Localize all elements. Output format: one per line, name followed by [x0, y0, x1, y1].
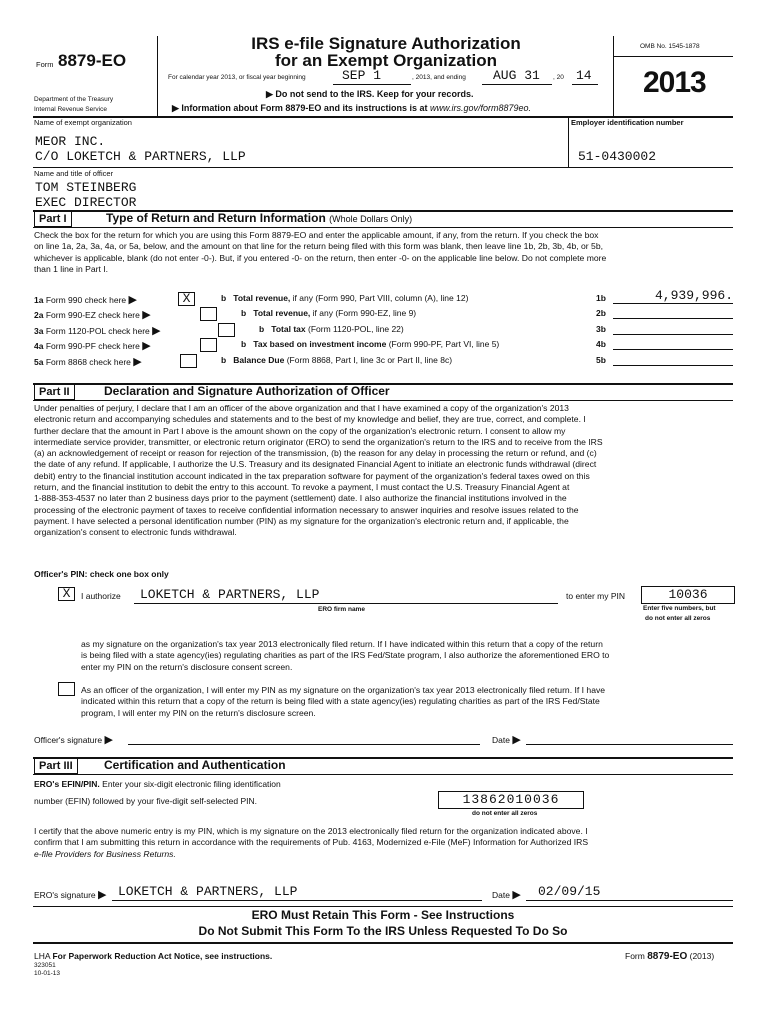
footer-code1: 323051 — [34, 962, 56, 969]
line-desc: if any (Form 990-EZ, line 9) — [312, 308, 417, 318]
officer-label: Name and title of officer — [34, 169, 114, 178]
line-b-letter: b — [241, 308, 247, 318]
org-name-line2: C/O LOKETCH & PARTNERS, LLP — [35, 149, 246, 164]
efin-pin-input[interactable]: 13862010036 — [438, 791, 584, 809]
declaration-line: debit) entry to the financial institution account indicated in the tax preparation software for payment of the organization's federal taxes owed on this — [34, 470, 590, 481]
part2-declaration — [34, 403, 734, 539]
ein-value: 51-0430002 — [578, 149, 657, 164]
declaration-line: processing of the electronic payment of taxes to receive confidential information necessary to answer inquiries and resolve issues related to the — [34, 504, 579, 515]
declaration-line: 1-888-353-4537 no later than 2 business days prior to the payment (settlement) date. I also authorize the financial institutions involved in the — [34, 493, 567, 504]
line-b-letter: b — [221, 355, 227, 365]
opt1-text — [81, 639, 731, 673]
title-line1: IRS e-file Signature Authorization — [251, 34, 521, 53]
option2-line: indicated within this return that a copy of the return is being filed with a state agency(ies) regulating charities as part of the IRS Fed/State — [81, 696, 600, 707]
option1-line: is being filed with a state agency(ies) regulating charities as part of the IRS Fed/State program, I also authorize the aforementioned ERO to — [81, 650, 610, 661]
year-suffix-label: , 20 — [553, 74, 564, 81]
line-b-letter: b — [259, 324, 265, 334]
org-name-label: Name of exempt organization — [34, 118, 132, 127]
info-url: www.irs.gov/form8879eo. — [429, 103, 532, 113]
line-left-label: Form 990-PF check here — [45, 341, 140, 351]
line-ref: 4b — [596, 339, 606, 349]
declaration-line: the date of any refund. If applicable, I authorize the U.S. Treasury and its designated Financial Agent to initiate an electronic funds withdrawal (direct — [34, 459, 597, 470]
ero-signature-value[interactable]: LOKETCH & PARTNERS, LLP — [118, 884, 298, 899]
line-number: 5a — [34, 357, 44, 367]
end-date: AUG 31 — [493, 68, 540, 83]
line-left-label: Form 1120-POL check here — [45, 326, 150, 336]
line-amount[interactable]: 4,939,996. — [654, 288, 733, 303]
part1-label: Part I — [34, 211, 72, 227]
return-type-checkbox[interactable]: X — [178, 292, 195, 306]
do-not-submit-notice: Do Not Submit This Form To the IRS Unless Requested To Do So — [198, 924, 568, 938]
part2-label: Part II — [34, 384, 75, 400]
officer-pin-input[interactable]: 10036 — [641, 586, 735, 604]
title-line2: for an Exempt Organization — [275, 51, 497, 70]
line-ref: 3b — [596, 324, 606, 334]
part3-label: Part III — [34, 758, 78, 774]
dept-line1: Department of the Treasury — [34, 96, 114, 103]
declaration-line: return, and the financial institution to debit the entry to this account. To revoke a payment, I must contact the U.S. Treasury Financial Agent at — [34, 482, 570, 493]
efin-note: do not enter all zeros — [472, 810, 538, 817]
line-desc-bold: Total tax — [271, 324, 306, 334]
officer-name: TOM STEINBERG — [35, 180, 137, 195]
return-type-checkbox[interactable] — [200, 338, 217, 352]
line-desc-bold: Total revenue, — [253, 308, 311, 318]
line-desc: (Form 990-PF, Part VI, line 5) — [388, 339, 500, 349]
begin-date: SEP 1 — [342, 68, 382, 83]
ero-firm-name-label: ERO firm name — [318, 606, 365, 613]
i-authorize-label: I authorize — [81, 591, 121, 601]
line-desc: if any (Form 990, Part VIII, column (A), line 12) — [292, 293, 469, 303]
opt2-text — [81, 685, 731, 719]
line-number: 3a — [34, 326, 44, 336]
line-desc-bold: Balance Due — [233, 355, 285, 365]
declaration-line: intermediate service provider, transmitter, or electronic return originator (ERO) to send the organization's return to the IRS and to receive from the IRS — [34, 436, 603, 447]
line-b-letter: b — [221, 293, 227, 303]
org-name-line1: MEOR INC. — [35, 134, 106, 149]
do-not-send: ▶ Do not send to the IRS. Keep for your records. — [266, 89, 474, 99]
officer-enter-pin-checkbox[interactable] — [58, 682, 75, 696]
arrow-right-icon: ▶ — [133, 356, 142, 368]
line-number: 2a — [34, 310, 44, 320]
retain-notice: ERO Must Retain This Form - See Instructions — [251, 908, 515, 922]
omb-number: OMB No. 1545-1878 — [640, 43, 700, 50]
info-text: ▶ Information about Form 8879-EO and its instructions is at www.irs.gov/form8879eo. — [172, 103, 532, 113]
part3-title: Certification and Authentication — [104, 758, 286, 772]
officer-date-label: Date ▶ — [492, 734, 521, 746]
line-b-letter: b — [241, 339, 247, 349]
officer-signature-line[interactable] — [128, 744, 480, 745]
return-type-checkbox[interactable] — [218, 323, 235, 337]
officer-date-line[interactable] — [526, 744, 733, 745]
line-left-label: Form 990 check here — [45, 295, 127, 305]
line-desc: (Form 1120-POL, line 22) — [308, 324, 404, 334]
part1-title: Type of Return and Return Information (Whole Dollars Only) — [106, 211, 413, 225]
declaration-line: Under penalties of perjury, I declare that I am an officer of the above organization and that I have examined a copy of the organization's 2013 — [34, 403, 569, 413]
dept-line2: Internal Revenue Service — [34, 106, 107, 113]
part1-intro: Check the box for the return for which you are using this Form 8879-EO and enter the applicable amount, if any, from the return. If you check the box on line 1a, 2a, 3a, 4a, or 5a, below, and the amount on that line for the return being filed with this form was blank, then leave line 1b, 2b, 3b, 4b, or 5b, whichever is applicable, blank (do not enter -0-). But, if you entered -0- on the return, then enter -0- on the applicable line below. Do not complete more than 1 line in Part I. — [34, 230, 607, 274]
line-desc-bold: Total revenue, — [233, 293, 291, 303]
line-ref: 1b — [596, 293, 606, 303]
tax-year: 2013 — [643, 66, 706, 99]
part2-title: Declaration and Signature Authorization of Officer — [104, 384, 390, 398]
arrow-right-icon: ▶ — [152, 325, 161, 337]
year-suffix: 14 — [576, 68, 592, 83]
arrow-right-icon: ▶ — [142, 340, 151, 352]
year-mid: , 2013, and ending — [412, 74, 466, 81]
option1-line: as my signature on the organization's tax year 2013 electronically filed return. If I have indicated within this return that a copy of the return — [81, 639, 603, 649]
declaration-line: (a) an acknowledgement of receipt or reason for rejection of the transmission, (b) the reason for any delay in processing the return or refund, and (c) — [34, 448, 597, 459]
ero-date-value[interactable]: 02/09/15 — [538, 884, 601, 899]
declaration-line: electronic return and accompanying schedules and statements and to the best of my knowledge and belief, they are true, correct, and complete. I — [34, 414, 586, 425]
footer-code2: 10-01-13 — [34, 970, 61, 977]
return-type-checkbox[interactable] — [180, 354, 197, 368]
pin-note1: Enter five numbers, but — [643, 605, 716, 612]
line-left-label: Form 8868 check here — [45, 357, 131, 367]
authorize-ero-checkbox[interactable]: X — [58, 587, 75, 601]
declaration-line: payment. I have selected a personal identification number (PIN) as my signature for the organization's electronic return and, if applicable, the — [34, 515, 569, 526]
line-ref: 2b — [596, 308, 606, 318]
line-number: 4a — [34, 341, 44, 351]
pin-heading: Officer's PIN: check one box only — [34, 569, 169, 579]
to-enter-pin-label: to enter my PIN — [566, 591, 626, 601]
line-desc-bold: Tax based on investment income — [253, 339, 387, 349]
form-number: 8879-EO — [58, 51, 127, 70]
line-ref: 5b — [596, 355, 606, 365]
footer-notice: LHA For Paperwork Reduction Act Notice, see instructions. — [34, 951, 273, 961]
officer-title: EXEC DIRECTOR — [35, 195, 137, 210]
return-type-checkbox[interactable] — [200, 307, 217, 321]
officer-signature-label: Officer's signature ▶ — [34, 734, 113, 746]
certification-text: I certify that the above numeric entry is my PIN, which is my signature on the 2013 electronically filed return for the organization indicated above. I confirm that I am submitting this return in accordance with the requirements of Pub. 4163, Modernized e-File (MeF) Information for Authorized IRS e-file Providers for Business Returns. — [34, 826, 589, 859]
ero-signature-label: ERO's signature ▶ — [34, 889, 107, 901]
ein-label: Employer identification number — [571, 118, 684, 127]
pin-note2: do not enter all zeros — [645, 615, 711, 622]
arrow-right-icon: ▶ — [128, 294, 138, 306]
ero-firm-name[interactable]: LOKETCH & PARTNERS, LLP — [140, 587, 320, 602]
option2-line: program, I will enter my PIN on the return's disclosure screen. — [81, 707, 316, 718]
calendar-text: For calendar year 2013, or fiscal year beginning — [168, 74, 306, 81]
line-number: 1a — [34, 295, 44, 305]
line-desc: (Form 8868, Part I, line 3c or Part II, line 8c) — [286, 355, 453, 365]
declaration-line: organization's consent to electronic funds withdrawal. — [34, 527, 237, 538]
form-word: Form — [36, 60, 54, 69]
option2-line: As an officer of the organization, I will enter my PIN as my signature on the organization's tax year 2013 electronically filed return. If I have — [81, 685, 606, 695]
ero-date-label: Date ▶ — [492, 889, 521, 901]
efin-label-line2: number (EFIN) followed by your five-digit self-selected PIN. — [34, 796, 257, 806]
option1-line: enter my PIN on the return's disclosure consent screen. — [81, 661, 293, 672]
efin-label-line1: ERO's EFIN/PIN. Enter your six-digit electronic filing identification — [34, 779, 281, 789]
footer-form: Form 8879-EO (2013) — [625, 951, 715, 962]
line-left-label: Form 990-EZ check here — [45, 310, 140, 320]
arrow-right-icon: ▶ — [142, 309, 151, 321]
declaration-line: further declare that the amount in Part I above is the amount shown on the copy of the organization's electronic return. I consent to allow my — [34, 425, 566, 436]
